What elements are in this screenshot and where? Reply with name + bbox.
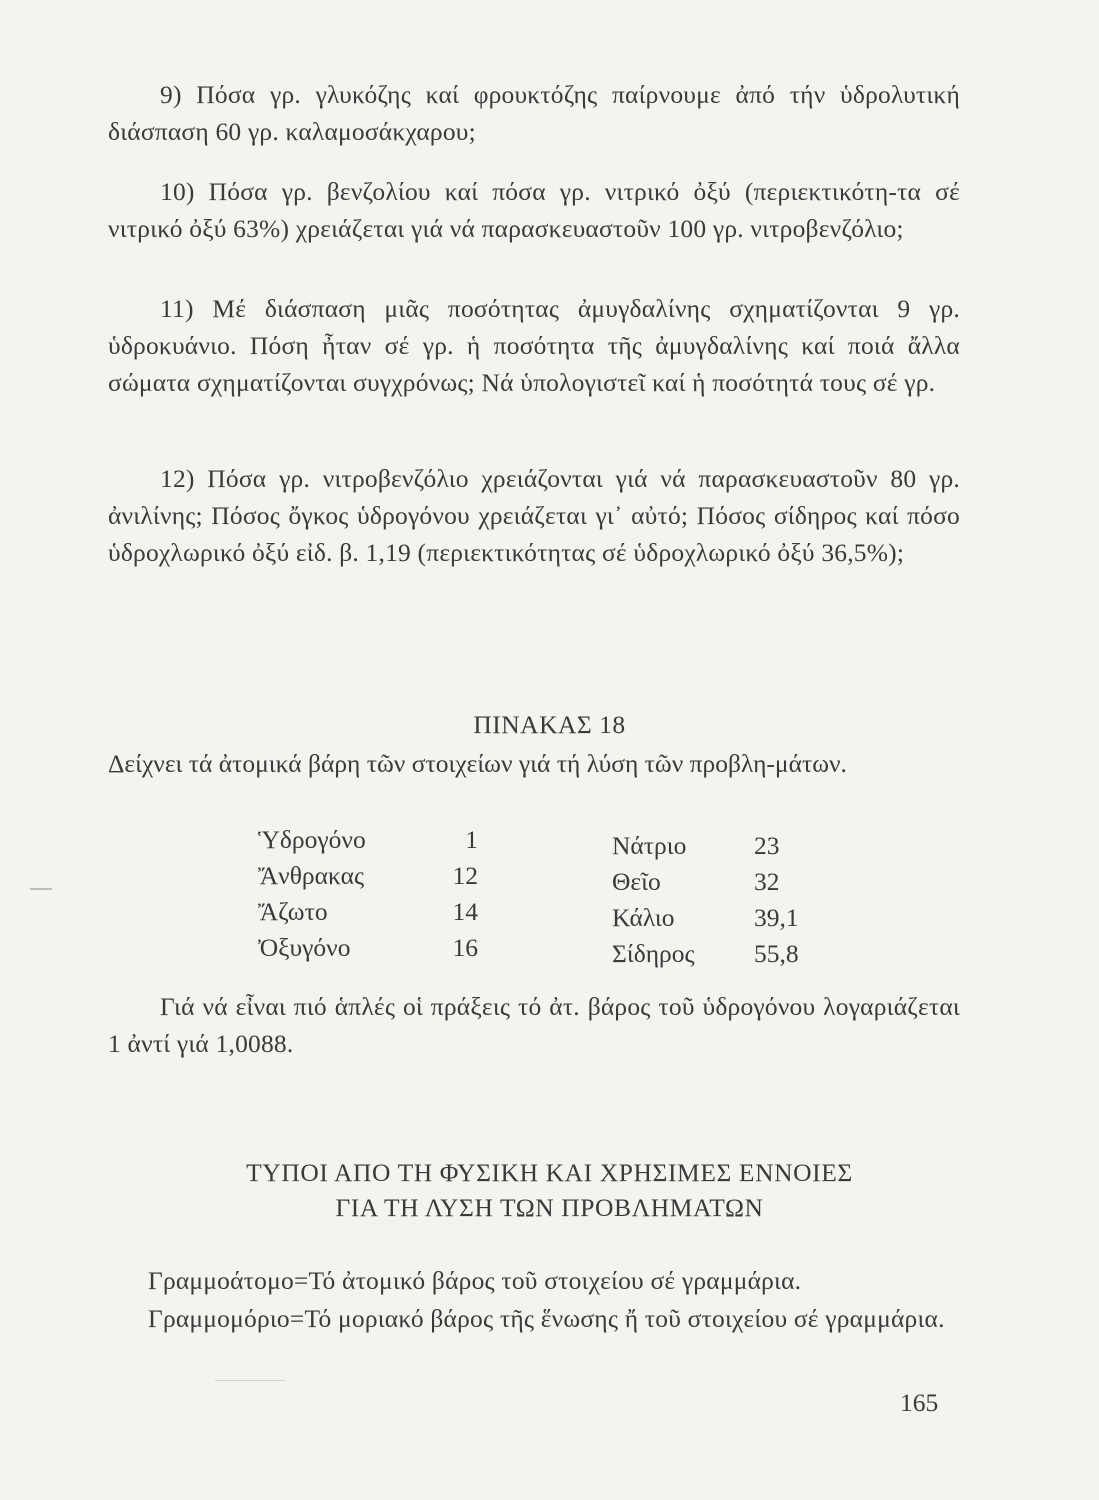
element-name: Ἄνθρακας xyxy=(258,861,365,890)
table-title: ΠΙΝΑΚΑΣ 18 xyxy=(473,710,626,739)
definition-text: Γραμμομόριο=Τό μοριακό βάρος τῆς ἕνωσης ἤ τοῦ στοιχείου σέ γραμμάρια. xyxy=(148,1304,945,1333)
scan-artifact xyxy=(30,888,52,890)
table-row xyxy=(612,936,799,972)
atomic-weights-right-column xyxy=(612,828,799,972)
element-name: Θεῖο xyxy=(612,867,661,896)
atomic-weight: 16 xyxy=(452,933,478,962)
page-number: 165 xyxy=(900,1388,939,1417)
table-row xyxy=(612,864,792,900)
table-row xyxy=(258,858,478,894)
element-name: Ὑδρογόνο xyxy=(258,825,366,854)
definition-gram-molecule xyxy=(108,1300,960,1337)
section-heading-line-2: ΓΙΑ ΤΗ ΛΥΣΗ ΤΩΝ ΠΡΟΒΛΗΜΑΤΩΝ xyxy=(335,1193,764,1222)
problem-text: Μέ διάσπαση μιᾶς ποσότητας ἀμυγδαλίνης σχηματίζονται 9 γρ. ὑδροκυάνιο. Πόση ἦταν σέ γρ. ἡ ποσότητα τῆς ἀμυγδαλίνης καί ποιά ἄλλα σώματα σχηματίζονται συγχρόνως; Νά ὑπολογιστεῖ καί ἡ ποσότητά τους σέ γρ. xyxy=(108,294,961,397)
table-caption: Δείχνει τά ἀτομικά βάρη τῶν στοιχείων γιά τή λύση τῶν προβλη-μάτων. xyxy=(108,749,847,778)
scan-artifact xyxy=(215,1380,285,1381)
problem-12 xyxy=(108,460,960,571)
table-note xyxy=(108,988,960,1062)
atomic-weight: 12 xyxy=(452,861,478,890)
problem-text: Πόσα γρ. γλυκόζης καί φρουκτόζης παίρνουμε ἀπό τήν ὑδρολυτική διάσπαση 60 γρ. καλαμοσάκχαρου; xyxy=(108,80,960,146)
element-name: Κάλιο xyxy=(612,903,675,932)
problem-number: 12) xyxy=(160,464,195,493)
element-name: Ἄζωτο xyxy=(258,897,328,926)
problem-9 xyxy=(108,76,960,150)
definition-gram-atom xyxy=(108,1262,960,1299)
atomic-weight: 32 xyxy=(754,867,780,896)
note-text: Γιά νά εἶναι πιό ἁπλές οἱ πράξεις τό ἀτ. βάρος τοῦ ὑδρογόνου λογαριάζεται 1 ἀντί γιά 1,0088. xyxy=(108,992,960,1058)
atomic-weight: 39,1 xyxy=(754,903,799,932)
table-row xyxy=(258,930,478,966)
problem-text: Πόσα γρ. νιτροβενζόλιο χρειάζονται γιά νά παρασκευαστοῦν 80 γρ. ἀνιλίνης; Πόσος ὄγκος ὑδρογόνου χρειάζεται γι᾽ αὐτό; Πόσος σίδηρος καί πόσο ὑδροχλωρικό ὀξύ εἰδ. β. 1,19 (περιεκτικότητας σέ ὑδροχλωρικό ὀξύ 36,5%); xyxy=(108,464,960,567)
problem-number: 11) xyxy=(160,294,194,323)
problem-number: 10) xyxy=(160,177,195,206)
problem-text: Πόσα γρ. βενζολίου καί πόσα γρ. νιτρικό ὀξύ (περιεκτικότη-τα σέ νιτρικό ὀξύ 63%) χρειάζεται γιά νά παρασκευαστοῦν 100 γρ. νιτροβενζόλιο; xyxy=(108,177,961,243)
element-name: Σίδηρος xyxy=(612,939,695,968)
atomic-weight: 14 xyxy=(452,897,478,926)
atomic-weights-left-column xyxy=(258,822,478,966)
atomic-weight: 23 xyxy=(754,831,780,860)
problem-11 xyxy=(108,290,960,401)
element-name: Ὀξυγόνο xyxy=(258,933,351,962)
problem-10 xyxy=(108,173,960,247)
atomic-weight: 55,8 xyxy=(754,939,799,968)
atomic-weight: 1 xyxy=(465,825,478,854)
element-name: Νάτριο xyxy=(612,831,687,860)
problem-number: 9) xyxy=(160,80,182,109)
table-row xyxy=(612,900,799,936)
section-heading-line-1: ΤΥΠΟΙ ΑΠΟ ΤΗ ΦΥΣΙΚΗ ΚΑΙ ΧΡΗΣΙΜΕΣ ΕΝΝΟΙΕΣ xyxy=(246,1158,853,1187)
table-row xyxy=(258,894,478,930)
table-row xyxy=(258,822,478,858)
table-row xyxy=(612,828,792,864)
definition-text: Γραμμοάτομο=Τό ἀτομικό βάρος τοῦ στοιχείου σέ γραμμάρια. xyxy=(148,1266,802,1295)
